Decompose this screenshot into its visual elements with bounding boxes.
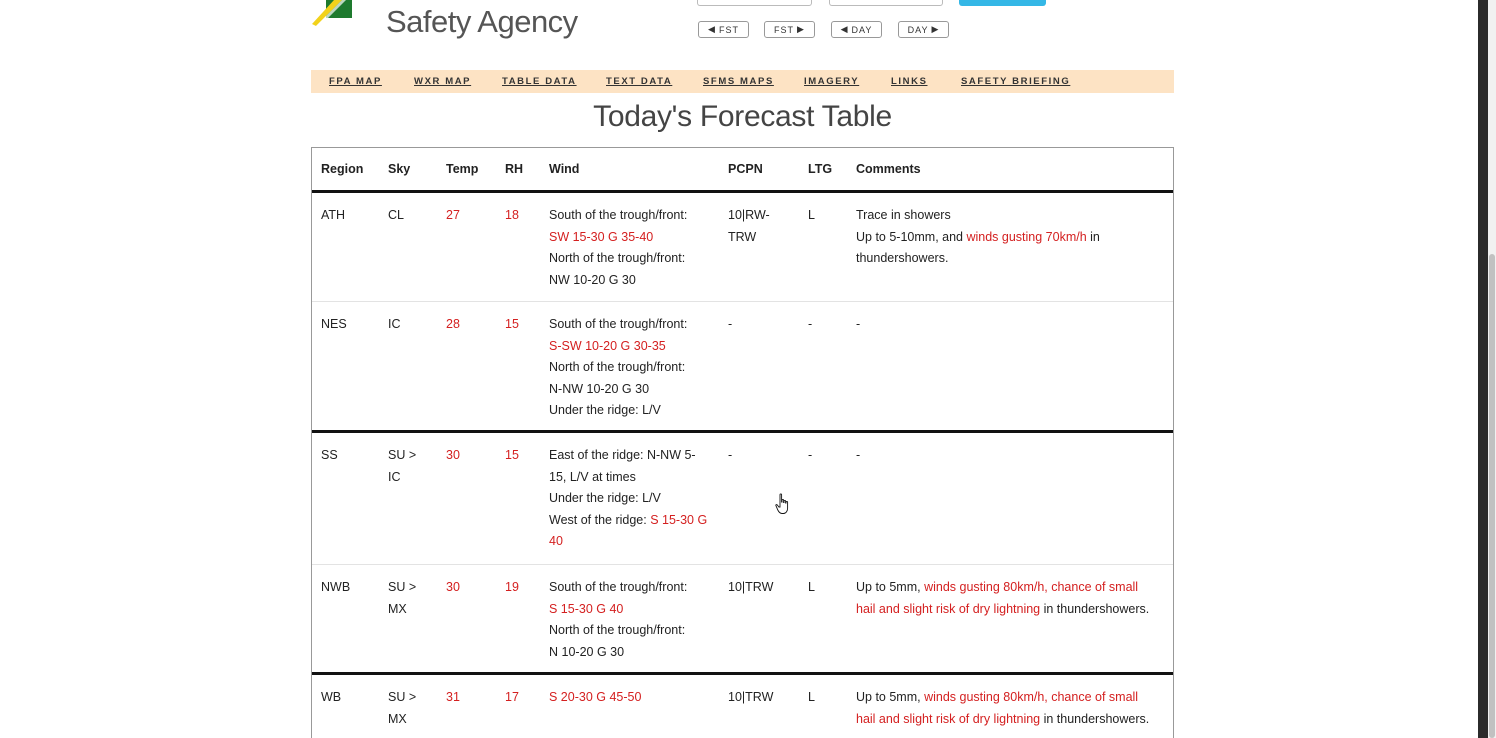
arrow-left-icon: ◀ — [840, 24, 849, 34]
wind-line — [549, 642, 719, 664]
menu-item-fpa-map[interactable]: FPA MAP — [329, 76, 382, 87]
region-cell — [321, 687, 381, 709]
comments-cell — [856, 445, 1166, 467]
col-header-ltg: LTG — [808, 162, 833, 176]
wind-line — [549, 314, 719, 336]
comment-text: - — [856, 448, 861, 462]
wind-cell — [549, 687, 719, 709]
wind-line — [549, 270, 719, 292]
wind-text: South of the trough/front: — [549, 208, 688, 222]
prev-day-label: DAY — [851, 24, 873, 35]
comment-line — [856, 687, 1166, 709]
wind-text: S 20-30 G 45-50 — [549, 690, 642, 704]
comment-text: hail and slight risk of dry lightning — [856, 711, 1041, 726]
pcpn-value: - — [728, 317, 733, 331]
next-forecast-label: FST — [774, 24, 795, 35]
agency-logo[interactable] — [312, 0, 352, 26]
table-row — [312, 565, 1173, 675]
comment-text: Up to 5-10mm, and — [856, 229, 967, 244]
sky-cell — [388, 577, 438, 620]
temp-value: 27 — [446, 208, 460, 222]
comments-cell — [856, 314, 1166, 336]
wind-line — [549, 336, 719, 358]
sky-cell — [388, 205, 438, 227]
comment-text: Up to 5mm, — [856, 580, 925, 594]
wind-text: N 10-20 G 30 — [549, 644, 625, 659]
comment-line — [856, 599, 1166, 621]
wind-line — [549, 205, 719, 227]
rh-value: 15 — [505, 448, 519, 462]
site-title: Safety Agency — [386, 4, 578, 39]
table-row — [312, 193, 1173, 302]
wind-line — [549, 445, 719, 467]
sky-value: MX — [388, 601, 407, 616]
ltg-value: L — [808, 580, 815, 594]
comment-text: winds gusting 80km/h, chance of small — [924, 690, 1139, 704]
sky-cell — [388, 445, 438, 488]
sky-cell — [388, 687, 438, 730]
menu-item-wxr-map[interactable]: WXR MAP — [414, 76, 472, 87]
pcpn-value: 10|TRW — [728, 690, 774, 704]
wind-line — [549, 400, 719, 422]
arrow-right-icon: ▶ — [931, 24, 940, 34]
arrow-left-icon: ◀ — [708, 24, 716, 34]
comment-line — [856, 205, 1166, 227]
go-button[interactable] — [959, 0, 1046, 6]
rh-cell — [505, 314, 545, 336]
ltg-cell — [808, 205, 848, 227]
comment-text: in thundershowers. — [1040, 711, 1150, 726]
sky-value: CL — [388, 208, 404, 222]
prev-forecast-button[interactable] — [698, 21, 749, 38]
menu-item-table-data[interactable]: TABLE DATA — [502, 76, 577, 87]
next-day-label: DAY — [907, 24, 929, 35]
rh-value: 18 — [505, 208, 519, 222]
pcpn-cell — [728, 205, 798, 248]
pcpn-value: 10|RW- — [728, 208, 770, 222]
temp-cell — [446, 577, 496, 599]
comment-text: in thundershowers. — [1040, 601, 1150, 616]
wind-line — [549, 467, 719, 489]
pcpn-value: TRW — [728, 229, 757, 244]
ltg-value: - — [808, 317, 813, 331]
wind-line — [549, 531, 719, 553]
rh-value: 15 — [505, 317, 519, 331]
window-edge — [1478, 0, 1496, 738]
wind-text: South of the trough/front: — [549, 580, 688, 594]
col-header-comments: Comments — [856, 162, 921, 176]
wind-text: S 15-30 G 40 — [549, 601, 624, 616]
wind-text: 15, L/V at times — [549, 469, 636, 484]
menu-item-links[interactable]: LINKS — [891, 76, 928, 87]
region-cell — [321, 314, 381, 336]
wind-text: East of the ridge: N-NW 5- — [549, 448, 696, 462]
table-row — [312, 675, 1173, 738]
rh-cell — [505, 205, 545, 227]
pcpn-cell — [728, 445, 798, 467]
wind-line — [549, 510, 719, 532]
wind-cell — [549, 205, 719, 291]
rh-value: 17 — [505, 690, 519, 704]
wind-text: S-SW 10-20 G 30-35 — [549, 338, 666, 353]
col-header-temp: Temp — [446, 162, 479, 176]
comments-cell — [856, 687, 1166, 730]
ltg-value: L — [808, 208, 815, 222]
comment-line — [856, 577, 1166, 599]
comment-text: winds gusting 70km/h — [966, 229, 1087, 244]
sky-value: SU > — [388, 448, 417, 462]
sky-cell — [388, 314, 438, 336]
forecast-table — [311, 147, 1174, 738]
temp-cell — [446, 205, 496, 227]
comment-line — [856, 709, 1166, 731]
table-header — [312, 148, 1173, 193]
comments-cell — [856, 577, 1166, 620]
next-forecast-button[interactable] — [764, 21, 815, 38]
wind-line — [549, 599, 719, 621]
ltg-value: - — [808, 448, 813, 462]
rh-cell — [505, 687, 545, 709]
wind-text: South of the trough/front: — [549, 317, 688, 331]
sky-value: SU > — [388, 690, 417, 704]
wind-cell — [549, 445, 719, 553]
wind-line — [549, 577, 719, 599]
comments-cell — [856, 205, 1166, 270]
hand-cursor-icon — [775, 493, 791, 515]
ltg-value: L — [808, 690, 815, 704]
ltg-cell — [808, 314, 848, 336]
rh-value: 19 — [505, 580, 519, 594]
pcpn-value: - — [728, 448, 733, 462]
scrollbar-thumb[interactable] — [1489, 254, 1495, 738]
comment-text: Trace in showers — [856, 208, 951, 222]
ltg-cell — [808, 687, 848, 709]
region-value: NES — [321, 317, 347, 331]
temp-cell — [446, 314, 496, 336]
comment-text: thundershowers. — [856, 251, 949, 266]
region-value: WB — [321, 690, 342, 704]
region-value: NWB — [321, 580, 351, 594]
col-header-rh: RH — [505, 162, 524, 176]
wind-text: NW 10-20 G 30 — [549, 272, 636, 287]
main-menu — [311, 70, 1174, 93]
wind-line — [549, 379, 719, 401]
wind-text: North of the trough/front: — [549, 623, 686, 638]
wind-line — [549, 620, 719, 642]
temp-value: 30 — [446, 448, 460, 462]
comment-text: winds gusting 80km/h, chance of small — [924, 580, 1139, 594]
comment-line — [856, 248, 1166, 270]
next-day-button[interactable] — [898, 21, 949, 38]
region-cell — [321, 577, 381, 599]
temp-value: 30 — [446, 580, 460, 594]
wind-line — [549, 227, 719, 249]
wind-cell — [549, 577, 719, 663]
prev-day-button[interactable] — [831, 21, 882, 38]
region-value: ATH — [321, 208, 346, 222]
comment-text: Up to 5mm, — [856, 690, 925, 704]
temp-value: 28 — [446, 317, 460, 331]
wind-line — [549, 357, 719, 379]
region-value: SS — [321, 448, 338, 462]
wind-text: West of the ridge: — [549, 512, 651, 527]
pcpn-cell — [728, 577, 798, 599]
pcpn-cell — [728, 687, 798, 709]
table-row — [312, 302, 1173, 433]
menu-item-text-data[interactable]: TEXT DATA — [606, 76, 673, 87]
wind-text: S 15-30 G — [650, 512, 708, 527]
ltg-cell — [808, 445, 848, 467]
comment-text: hail and slight risk of dry lightning — [856, 601, 1041, 616]
col-header-region: Region — [321, 162, 364, 176]
sky-value: SU > — [388, 580, 417, 594]
sky-value: IC — [388, 469, 401, 484]
pcpn-cell — [728, 314, 798, 336]
table-row — [312, 433, 1173, 565]
time-input[interactable] — [829, 0, 943, 6]
temp-cell — [446, 445, 496, 467]
comment-text: - — [856, 317, 861, 331]
pcpn-value: 10|TRW — [728, 580, 774, 594]
temp-value: 31 — [446, 690, 460, 704]
date-input[interactable] — [697, 0, 812, 6]
wind-text: 40 — [549, 534, 563, 549]
wind-cell — [549, 314, 719, 422]
wind-text: Under the ridge: L/V — [549, 491, 661, 506]
col-header-pcpn: PCPN — [728, 162, 763, 176]
col-header-wind: Wind — [549, 162, 580, 176]
rh-cell — [505, 445, 545, 467]
region-cell — [321, 445, 381, 467]
wind-text: N-NW 10-20 G 30 — [549, 381, 650, 396]
wind-text: North of the trough/front: — [549, 251, 686, 266]
comment-line — [856, 314, 1166, 336]
menu-item-safety-briefing[interactable]: SAFETY BRIEFING — [961, 76, 1071, 87]
wind-text: Under the ridge: L/V — [549, 403, 661, 418]
col-header-sky: Sky — [388, 162, 411, 176]
comment-text: in — [1086, 229, 1100, 244]
wind-line — [549, 248, 719, 270]
wind-text: North of the trough/front: — [549, 360, 686, 375]
region-cell — [321, 205, 381, 227]
arrow-right-icon: ▶ — [797, 24, 805, 34]
menu-item-sfms-maps[interactable]: SFMS MAPS — [703, 76, 774, 87]
page-title: Today's Forecast Table — [593, 100, 892, 133]
sky-value: MX — [388, 711, 407, 726]
menu-item-imagery[interactable]: IMAGERY — [804, 76, 860, 87]
comment-line — [856, 445, 1166, 467]
wind-line — [549, 488, 719, 510]
prev-forecast-label: FST — [718, 24, 739, 35]
wind-text: SW 15-30 G 35-40 — [549, 229, 654, 244]
wind-line — [549, 687, 719, 709]
ltg-cell — [808, 577, 848, 599]
sky-value: IC — [388, 317, 401, 331]
rh-cell — [505, 577, 545, 599]
comment-line — [856, 227, 1166, 249]
temp-cell — [446, 687, 496, 709]
